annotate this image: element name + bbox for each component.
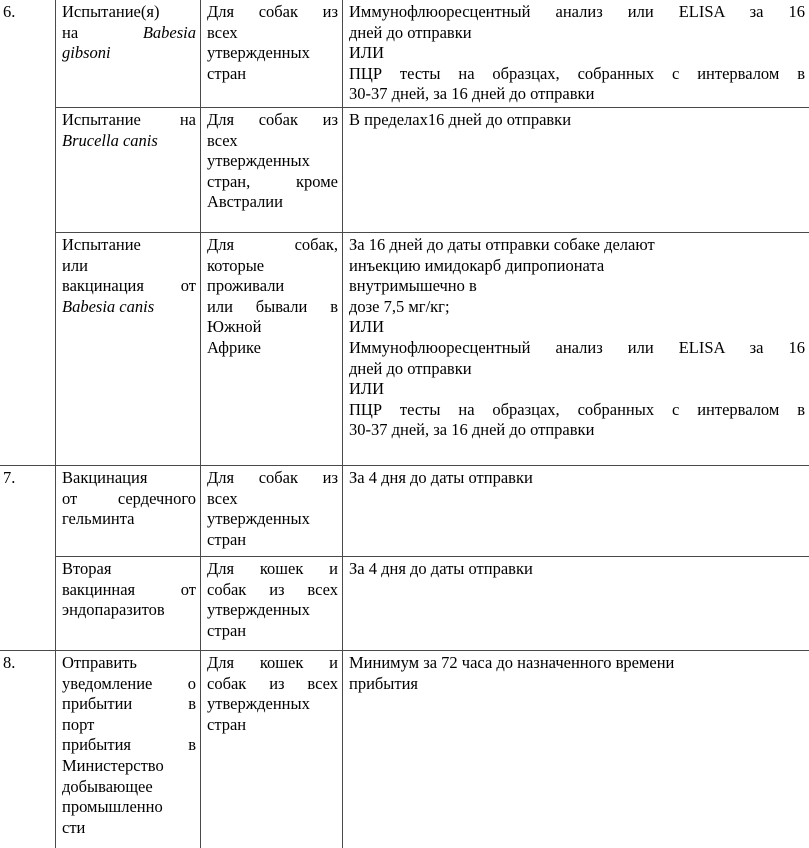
text-line: [207, 317, 338, 338]
text-line: [349, 64, 805, 85]
text-segment: утвержденных: [207, 600, 310, 620]
table-row: [56, 108, 809, 233]
text-line: [62, 777, 196, 798]
cell-timing: [343, 0, 809, 107]
text-line: [349, 359, 805, 380]
text-line: [62, 2, 196, 23]
table-row: [56, 466, 809, 557]
text-segment: вакцинная от: [62, 579, 196, 599]
cell-test: [56, 233, 201, 465]
text-line: [349, 468, 805, 489]
text-line: [62, 276, 196, 297]
text-line: [207, 256, 338, 277]
text-segment: 30-37 дней, за 16 дней до отправки: [349, 420, 595, 440]
text-line: [62, 468, 196, 489]
text-segment: или бывали в: [207, 296, 338, 316]
table-row: [56, 651, 809, 848]
section-8: [0, 651, 809, 848]
text-line: [62, 715, 196, 736]
species-name-italic: Babesia: [142, 22, 196, 42]
text-segment: прибытия в: [62, 735, 196, 755]
cell-timing: [343, 108, 809, 232]
table-row: [56, 557, 809, 650]
text-segment: За 4 дня до даты отправки: [349, 558, 533, 578]
text-segment: Южной: [207, 317, 262, 337]
text-line: [349, 674, 805, 695]
cell-applicability: [201, 557, 343, 650]
text-line: [207, 694, 338, 715]
text-line: [349, 43, 805, 64]
text-line: [349, 379, 805, 400]
text-line: [62, 694, 196, 715]
text-segment: Иммунофлюоресцентный анализ или ELISA за 16: [349, 337, 805, 357]
text-line: [349, 84, 805, 105]
text-line: [349, 276, 805, 297]
text-segment: внутримышечно в: [349, 276, 477, 296]
species-name-italic: Babesia canis: [62, 296, 155, 316]
text-segment: от сердечного: [62, 488, 196, 508]
text-line: [62, 297, 196, 318]
text-line: [207, 172, 338, 193]
text-line: [207, 235, 338, 256]
text-segment: Вакцинация: [62, 467, 148, 487]
text-segment: ПЦР тесты на образцах, собранных с интервалом в: [349, 63, 805, 83]
text-line: [349, 256, 805, 277]
text-line: [62, 674, 196, 695]
cell-test: [56, 651, 201, 848]
text-segment: или: [62, 255, 88, 275]
text-segment: стран: [207, 529, 247, 549]
text-line: [207, 23, 338, 44]
text-segment: всех: [207, 22, 238, 42]
text-line: [349, 23, 805, 44]
text-segment: стран: [207, 63, 247, 83]
text-segment: Для собак из: [207, 467, 338, 487]
text-segment: прибытии в: [62, 694, 196, 714]
text-segment: Для кошек и: [207, 652, 338, 672]
text-line: [349, 338, 805, 359]
text-line: [62, 756, 196, 777]
text-segment: Африке: [207, 337, 261, 357]
text-segment: стран: [207, 714, 247, 734]
text-line: [62, 43, 196, 64]
text-segment: собак из всех: [207, 579, 338, 599]
text-segment: прибытия: [349, 673, 419, 693]
text-segment: промышленно: [62, 797, 163, 817]
text-line: [349, 400, 805, 421]
text-segment: 30-37 дней, за 16 дней до отправки: [349, 84, 595, 104]
text-segment: сти: [62, 817, 86, 837]
text-segment: Для собак,: [207, 234, 338, 254]
text-segment: Австралии: [207, 192, 283, 212]
text-line: [62, 110, 196, 131]
text-segment: собак из всех: [207, 673, 338, 693]
text-segment: Министерство: [62, 755, 164, 775]
text-segment: ИЛИ: [349, 43, 385, 63]
text-line: [62, 797, 196, 818]
text-segment: утвержденных: [207, 509, 310, 529]
text-segment: Испытание на: [62, 109, 196, 129]
text-line: [62, 489, 196, 510]
text-line: [207, 509, 338, 530]
text-segment: добывающее: [62, 776, 153, 796]
text-line: [207, 297, 338, 318]
text-line: [62, 580, 196, 601]
text-line: [207, 600, 338, 621]
text-line: [62, 818, 196, 839]
text-segment: порт: [62, 714, 95, 734]
cell-test: [56, 108, 201, 232]
text-segment: Испытание: [62, 234, 141, 254]
text-line: [62, 23, 196, 44]
text-line: [349, 317, 805, 338]
text-line: [207, 131, 338, 152]
cell-applicability: [201, 651, 343, 848]
text-line: [207, 43, 338, 64]
text-segment: утвержденных: [207, 151, 310, 171]
text-segment: стран, кроме: [207, 171, 338, 191]
text-line: [207, 653, 338, 674]
text-segment: проживали: [207, 276, 285, 296]
text-segment: ПЦР тесты на образцах, собранных с интервалом в: [349, 399, 805, 419]
cell-timing: [343, 466, 809, 556]
table-row: [56, 0, 809, 108]
text-line: [207, 276, 338, 297]
text-line: [62, 735, 196, 756]
text-line: [62, 559, 196, 580]
cell-applicability: [201, 0, 343, 107]
text-segment: стран: [207, 620, 247, 640]
text-line: [62, 235, 196, 256]
text-segment: утвержденных: [207, 43, 310, 63]
text-segment: которые: [207, 255, 265, 275]
text-line: [207, 192, 338, 213]
text-line: [62, 509, 196, 530]
text-segment: эндопаразитов: [62, 600, 165, 620]
text-line: [207, 621, 338, 642]
species-name-italic: gibsoni: [62, 43, 111, 63]
text-segment: Минимум за 72 часа до назначенного времени: [349, 652, 675, 672]
text-segment: утвержденных: [207, 694, 310, 714]
cell-applicability: [201, 233, 343, 465]
text-segment: дней до отправки: [349, 22, 472, 42]
text-line: [207, 489, 338, 510]
text-line: [349, 297, 805, 318]
text-segment: Для кошек и: [207, 558, 338, 578]
text-line: [349, 110, 805, 131]
text-segment: Испытание(я): [62, 2, 160, 21]
section-7: [0, 466, 809, 651]
text-segment: всех: [207, 130, 238, 150]
text-segment: Иммунофлюоресцентный анализ или ELISA за 16: [349, 2, 805, 21]
text-line: [207, 580, 338, 601]
cell-applicability: [201, 466, 343, 556]
text-segment: В пределах16 дней до отправки: [349, 109, 572, 129]
text-line: [207, 559, 338, 580]
text-line: [207, 151, 338, 172]
text-segment: За 16 дней до даты отправки собаке делают: [349, 234, 655, 254]
text-segment: Вторая: [62, 558, 112, 578]
text-line: [62, 600, 196, 621]
row-number: 7.: [0, 466, 56, 650]
text-segment: дозе 7,5 мг/кг;: [349, 296, 450, 316]
cell-timing: [343, 557, 809, 650]
text-line: [349, 559, 805, 580]
cell-applicability: [201, 108, 343, 232]
cell-test: [56, 557, 201, 650]
text-line: [207, 715, 338, 736]
text-segment: За 4 дня до даты отправки: [349, 467, 533, 487]
text-line: [349, 653, 805, 674]
cell-timing: [343, 651, 809, 848]
text-line: [207, 2, 338, 23]
text-segment: на: [62, 22, 143, 42]
text-segment: вакцинация от: [62, 276, 196, 296]
text-segment: Для собак из: [207, 2, 338, 21]
text-line: [349, 2, 805, 23]
cell-timing: [343, 233, 809, 465]
text-line: [207, 338, 338, 359]
text-line: [62, 653, 196, 674]
cell-test: [56, 466, 201, 556]
text-line: [349, 235, 805, 256]
text-line: [62, 131, 196, 152]
text-segment: уведомление о: [62, 673, 196, 693]
text-segment: гельминта: [62, 509, 135, 529]
text-segment: Отправить: [62, 652, 137, 672]
row-number: 8.: [0, 651, 56, 848]
species-name-italic: Brucella canis: [62, 130, 158, 150]
text-segment: ИЛИ: [349, 317, 385, 337]
text-segment: дней до отправки: [349, 358, 472, 378]
row-number: 6.: [0, 0, 56, 465]
text-segment: всех: [207, 488, 238, 508]
table-row: [56, 233, 809, 465]
text-line: [207, 468, 338, 489]
text-line: [207, 64, 338, 85]
text-segment: инъекцию имидокарб дипропионата: [349, 255, 605, 275]
text-line: [207, 674, 338, 695]
text-line: [62, 256, 196, 277]
text-segment: Для собак из: [207, 109, 338, 129]
cell-test: [56, 0, 201, 107]
text-segment: ИЛИ: [349, 379, 385, 399]
text-line: [207, 530, 338, 551]
text-line: [207, 110, 338, 131]
text-line: [349, 420, 805, 441]
